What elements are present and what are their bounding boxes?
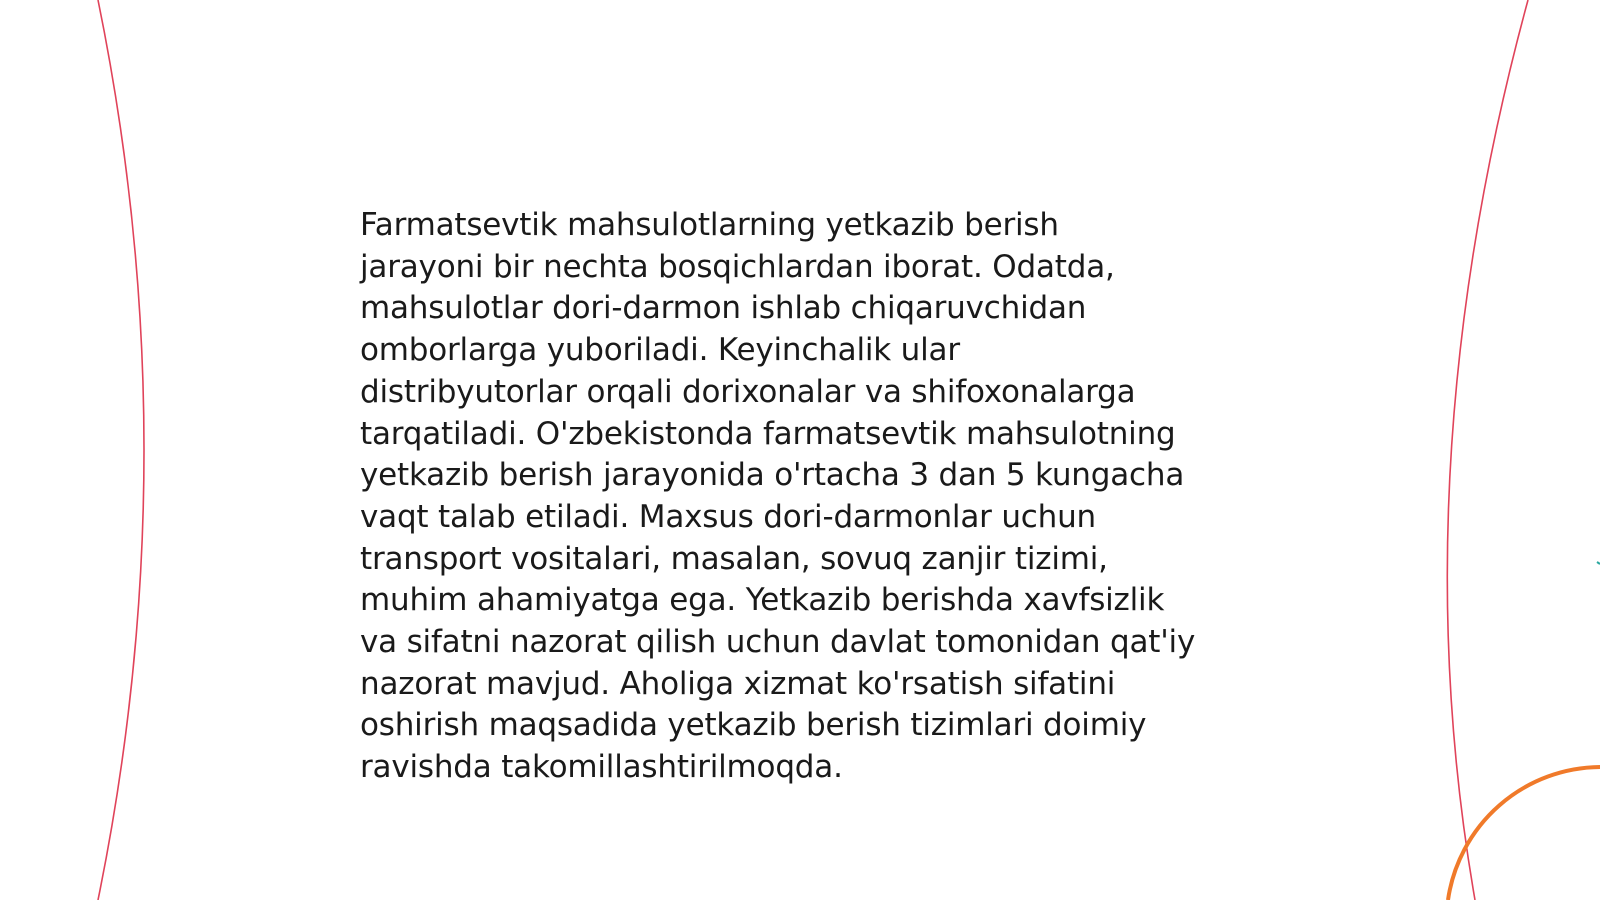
body-paragraph: Farmatsevtik mahsulotlarning yetkazib berish jarayoni bir nechta bosqichlardan iborat. Odatda, mahsulotlar dori-darmon ishlab chiqaruvchidan omborlarga yuboriladi. Keyinchalik ular distribyutorlar orqali dorixonalar va shifoxonalarga tarqatiladi. O'zbekistonda farmatsevtik mahsulotning yetkazib berish jarayonida o'rtacha 3 dan 5 kungacha vaqt talab etiladi. Maxsus dori-darmonlar uchun transport vositalari, masalan, sovuq zanjir tizimi, muhim ahamiyatga ega. Yetkazib berishda xavfsizlik va sifatni nazorat qilish uchun davlat tomonidan qat'iy nazorat mavjud. Aholiga xizmat ko'rsatish sifatini oshirish maqsadida yetkazib berish tizimlari doimiy ravishda takomillashtirilmoqda.	[360, 207, 1196, 786]
left-curve-line	[98, 0, 144, 900]
right-curve-line	[1447, 0, 1528, 900]
orange-arc	[1448, 767, 1600, 900]
